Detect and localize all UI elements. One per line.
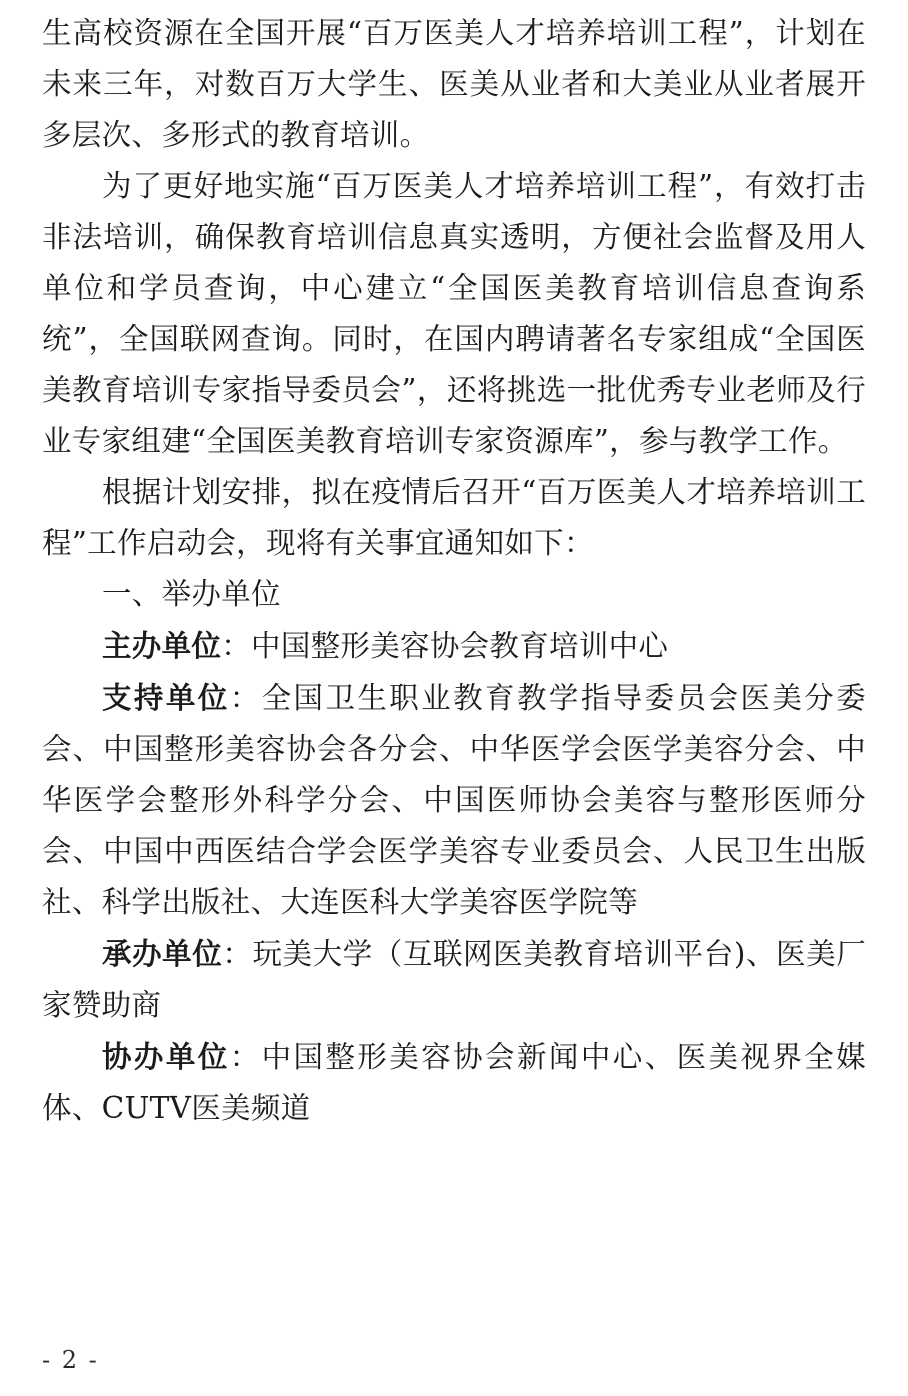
organizer-supporting-units xyxy=(42,672,866,928)
organizer-co-organizing-units xyxy=(42,1031,866,1134)
organizer-value: 玩美大学（互联网医美教育培训平台)、医美厂家赞助商 xyxy=(42,937,866,1022)
organizer-separator: ： xyxy=(229,681,262,715)
organizer-label: 支持单位 xyxy=(102,680,230,715)
organizer-value: 全国卫生职业教育教学指导委员会医美分委会、中国整形美容协会各分会、中华医学会医学美容分会、中华医学会整形外科学分会、中国医师协会美容与整形医师分会、中国中西医结合学会医学美容专业委员会、人民卫生出版社、科学出版社、大连医科大学美容医学院等 xyxy=(42,681,866,919)
paragraph-purpose: 为了更好地实施“百万医美人才培养培训工程”，有效打击非法培训，确保教育培训信息真实透明，方便社会监督及用人单位和学员查询，中心建立“全国医美教育培训信息查询系统”，全国联网查询。同时，在国内聘请著名专家组成“全国医美教育培训专家指导委员会”，还将挑选一批优秀专业老师及行业专家组建“全国医美教育培训专家资源库”，参与教学工作。 xyxy=(42,169,866,458)
organizer-undertaking-units xyxy=(42,928,866,1031)
organizer-separator: ： xyxy=(222,937,253,971)
section-heading: 一、举办单位 xyxy=(102,577,281,611)
organizer-label: 主办单位 xyxy=(102,628,222,663)
document-body xyxy=(42,8,866,1134)
organizer-label: 协办单位 xyxy=(102,1039,230,1074)
organizer-value: 中国整形美容协会教育培训中心 xyxy=(251,629,669,663)
organizer-separator: ： xyxy=(221,629,252,663)
paragraph-continuation: 生高校资源在全国开展“百万医美人才培养培训工程”，计划在未来三年，对数百万大学生、医美从业者和大美业从业者展开多层次、多形式的教育培训。 xyxy=(42,16,866,152)
organizer-host-unit xyxy=(42,620,866,672)
organizer-separator: ： xyxy=(229,1040,262,1074)
paragraph-plan: 根据计划安排，拟在疫情后召开“百万医美人才培养培训工程”工作启动会，现将有关事宜通知如下： xyxy=(42,475,866,560)
organizer-value: 中国整形美容协会新闻中心、医美视界全媒体、CUTV医美频道 xyxy=(42,1040,866,1125)
organizer-label: 承办单位 xyxy=(102,936,223,971)
page-number: - 2 - xyxy=(42,1346,99,1374)
